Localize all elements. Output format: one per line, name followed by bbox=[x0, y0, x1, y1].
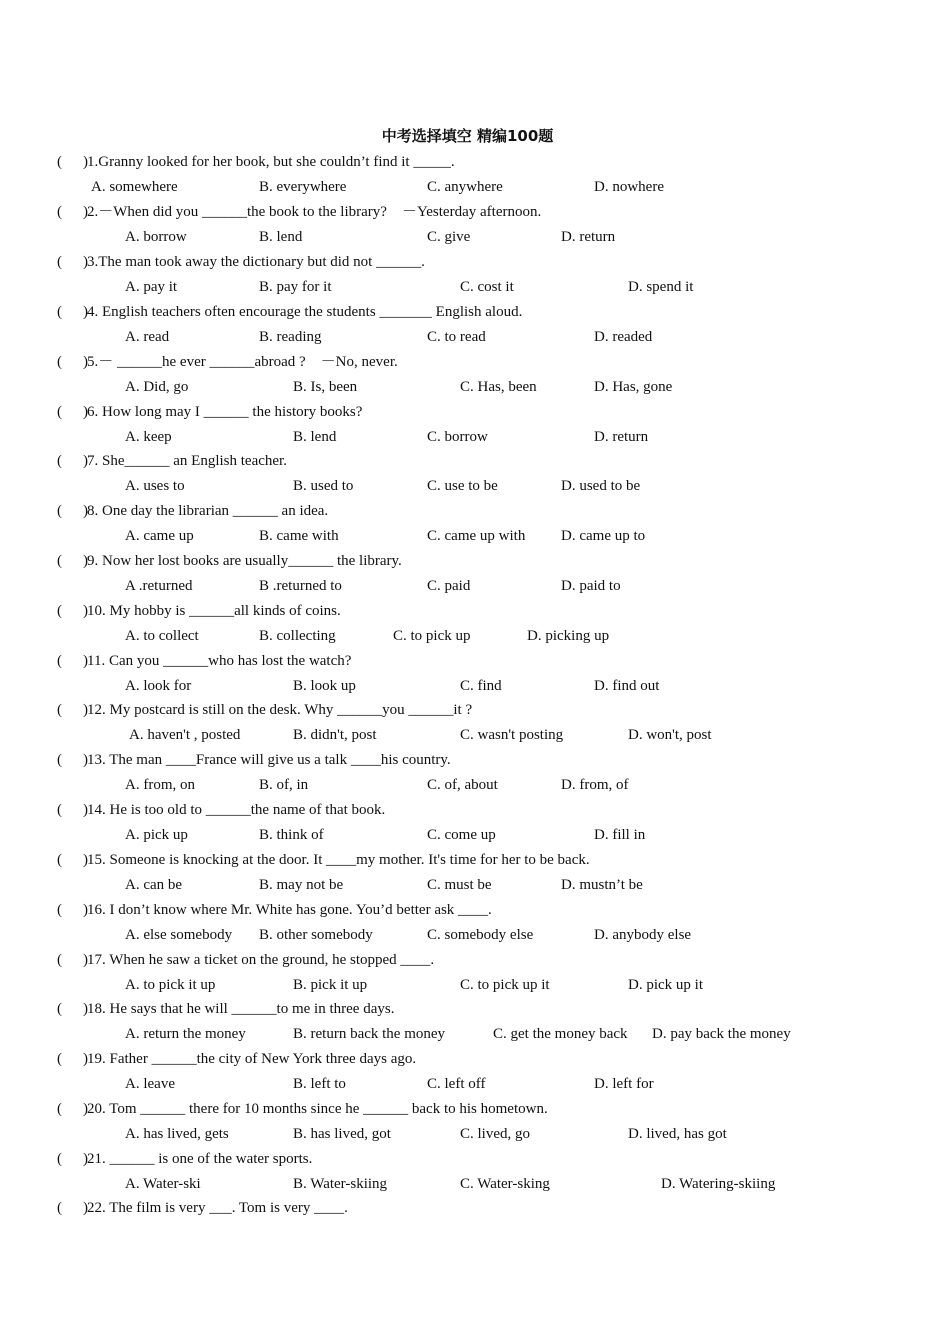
answer-blank-open: ( bbox=[57, 852, 62, 868]
answer-blank-open: ( bbox=[57, 453, 62, 469]
option-d: D. anybody else bbox=[594, 927, 692, 943]
question-number: 16 bbox=[87, 902, 102, 918]
answer-blank-close: ) bbox=[83, 553, 88, 569]
answer-blank-close: ) bbox=[83, 1001, 88, 1017]
question-stem: One day the librarian ______ an idea. bbox=[98, 503, 329, 519]
option-a: A. pick up bbox=[125, 827, 188, 843]
question-text: 3.The man took away the dictionary but did not ______. bbox=[87, 254, 425, 270]
question-number: 15 bbox=[87, 852, 102, 868]
question-text: 7. She______ an English teacher. bbox=[87, 453, 287, 469]
answer-blank-open: ( bbox=[57, 752, 62, 768]
option-a: A. to collect bbox=[125, 628, 199, 644]
answer-blank-close: ) bbox=[83, 1200, 88, 1216]
option-b: B. left to bbox=[293, 1076, 346, 1092]
option-d: D. find out bbox=[594, 678, 660, 694]
option-d: D. came up to bbox=[561, 528, 646, 544]
answer-blank-open: ( bbox=[57, 204, 62, 220]
option-c: C. to pick up it bbox=[460, 977, 550, 993]
question-number: 2 bbox=[87, 204, 95, 220]
option-d: D. mustn’t be bbox=[561, 877, 643, 893]
option-a: A. came up bbox=[125, 528, 194, 544]
question-stem: My hobby is ______all kinds of coins. bbox=[105, 603, 341, 619]
option-c: C. to read bbox=[427, 329, 486, 345]
question-stem: The man ____France will give us a talk ____his country. bbox=[105, 752, 451, 768]
option-b: B. reading bbox=[259, 329, 322, 345]
question-number: 6 bbox=[87, 404, 95, 420]
option-a: A. return the money bbox=[125, 1026, 246, 1042]
answer-blank-open: ( bbox=[57, 154, 62, 170]
option-b: B. Water-skiing bbox=[293, 1176, 388, 1192]
question-number: 13 bbox=[87, 752, 102, 768]
question-text: 20. Tom ______ there for 10 months since he ______ back to his hometown. bbox=[87, 1101, 548, 1117]
answer-blank-open: ( bbox=[57, 404, 62, 420]
question-stem: She______ an English teacher. bbox=[98, 453, 287, 469]
option-d: D. return bbox=[594, 429, 649, 445]
option-a: A. haven't , posted bbox=[129, 727, 241, 743]
option-b: B. collecting bbox=[259, 628, 336, 644]
question-stem: －When did you ______the book to the library? －Yesterday afternoon. bbox=[98, 204, 542, 220]
question-number: 3 bbox=[87, 254, 95, 270]
question-number: 11 bbox=[87, 653, 102, 669]
option-a: A. keep bbox=[125, 429, 172, 445]
question-number: 9 bbox=[87, 553, 95, 569]
answer-blank-close: ) bbox=[83, 254, 88, 270]
question-text: 22. The film is very ___. Tom is very ____. bbox=[87, 1200, 348, 1216]
option-b: B. look up bbox=[293, 678, 356, 694]
answer-blank-close: ) bbox=[83, 354, 88, 370]
option-d: D. left for bbox=[594, 1076, 654, 1092]
answer-blank-close: ) bbox=[83, 653, 88, 669]
option-b: B. pick it up bbox=[293, 977, 368, 993]
option-c: C. anywhere bbox=[427, 179, 503, 195]
option-c: C. must be bbox=[427, 877, 492, 893]
option-b: B. return back the money bbox=[293, 1026, 446, 1042]
question-text: 4. English teachers often encourage the students _______ English aloud. bbox=[87, 304, 523, 320]
question-stem: － ______he ever ______abroad ? －No, never. bbox=[98, 354, 398, 370]
option-c: C. borrow bbox=[427, 429, 488, 445]
answer-blank-close: ) bbox=[83, 952, 88, 968]
question-stem: Can you ______who has lost the watch? bbox=[105, 653, 352, 669]
answer-blank-open: ( bbox=[57, 902, 62, 918]
option-a: A. somewhere bbox=[91, 179, 178, 195]
question-number: 20 bbox=[87, 1101, 102, 1117]
option-d: D. readed bbox=[594, 329, 653, 345]
option-c: C. cost it bbox=[460, 279, 514, 295]
answer-blank-open: ( bbox=[57, 1001, 62, 1017]
question-stem: ______ is one of the water sports. bbox=[105, 1151, 313, 1167]
question-text: 8. One day the librarian ______ an idea. bbox=[87, 503, 329, 519]
page-title: 中考选择填空 精编100题 bbox=[381, 127, 554, 145]
question-text: 13. The man ____France will give us a talk ____his country. bbox=[87, 752, 451, 768]
question-number: 12 bbox=[87, 702, 102, 718]
question-text: 19. Father ______the city of New York three days ago. bbox=[87, 1051, 417, 1067]
answer-blank-open: ( bbox=[57, 304, 62, 320]
question-text: 18. He says that he will ______to me in three days. bbox=[87, 1001, 395, 1017]
answer-blank-open: ( bbox=[57, 1101, 62, 1117]
question-text: 1.Granny looked for her book, but she couldn’t find it _____. bbox=[87, 154, 455, 170]
option-b: B. everywhere bbox=[259, 179, 347, 195]
answer-blank-open: ( bbox=[57, 952, 62, 968]
question-stem: English teachers often encourage the students _______ English aloud. bbox=[98, 304, 523, 320]
answer-blank-close: ) bbox=[83, 603, 88, 619]
question-number: 14 bbox=[87, 802, 102, 818]
option-b: B. other somebody bbox=[259, 927, 373, 943]
answer-blank-close: ) bbox=[83, 852, 88, 868]
option-d: D. return bbox=[561, 229, 616, 245]
question-text: 9. Now her lost books are usually______ the library. bbox=[87, 553, 402, 569]
question-text: 21. ______ is one of the water sports. bbox=[87, 1151, 313, 1167]
option-d: D. pick up it bbox=[628, 977, 703, 993]
answer-blank-open: ( bbox=[57, 553, 62, 569]
option-a: A. from, on bbox=[125, 777, 195, 793]
answer-blank-open: ( bbox=[57, 354, 62, 370]
option-b: B. pay for it bbox=[259, 279, 332, 295]
option-c: C. lived, go bbox=[460, 1126, 530, 1142]
option-a: A. else somebody bbox=[125, 927, 233, 943]
answer-blank-open: ( bbox=[57, 653, 62, 669]
question-stem: He is too old to ______the name of that book. bbox=[105, 802, 386, 818]
answer-blank-open: ( bbox=[57, 603, 62, 619]
question-number: 17 bbox=[87, 952, 102, 968]
option-c: C. give bbox=[427, 229, 471, 245]
question-text: 14. He is too old to ______the name of that book. bbox=[87, 802, 386, 818]
question-text: 17. When he saw a ticket on the ground, he stopped ____. bbox=[87, 952, 435, 968]
question-text: 6. How long may I ______ the history books? bbox=[87, 404, 363, 420]
option-d: D. from, of bbox=[561, 777, 629, 793]
option-c: C. use to be bbox=[427, 478, 498, 494]
answer-blank-open: ( bbox=[57, 802, 62, 818]
option-c: C. to pick up bbox=[393, 628, 471, 644]
option-d: D. won't, post bbox=[628, 727, 712, 743]
option-c: C. paid bbox=[427, 578, 471, 594]
option-c: C. came up with bbox=[427, 528, 526, 544]
answer-blank-open: ( bbox=[57, 1200, 62, 1216]
question-number: 21 bbox=[87, 1151, 102, 1167]
option-b: B. lend bbox=[293, 429, 337, 445]
question-number: 22 bbox=[87, 1200, 102, 1216]
question-text: 11. Can you ______who has lost the watch? bbox=[87, 653, 352, 669]
option-a: A. pay it bbox=[125, 279, 178, 295]
answer-blank-close: ) bbox=[83, 802, 88, 818]
option-c: C. wasn't posting bbox=[460, 727, 564, 743]
option-a: A. can be bbox=[125, 877, 183, 893]
answer-blank-close: ) bbox=[83, 702, 88, 718]
question-stem: The man took away the dictionary but did not ______. bbox=[98, 254, 425, 270]
question-number: 7 bbox=[87, 453, 95, 469]
option-a: A. uses to bbox=[125, 478, 185, 494]
option-c: C. Has, been bbox=[460, 379, 537, 395]
option-a: A. borrow bbox=[125, 229, 187, 245]
question-number: 19 bbox=[87, 1051, 102, 1067]
question-stem: He says that he will ______to me in three days. bbox=[105, 1001, 395, 1017]
answer-blank-open: ( bbox=[57, 1051, 62, 1067]
answer-blank-close: ) bbox=[83, 154, 88, 170]
question-number: 10 bbox=[87, 603, 102, 619]
option-a: A. look for bbox=[125, 678, 192, 694]
option-b: B. of, in bbox=[259, 777, 309, 793]
answer-blank-close: ) bbox=[83, 304, 88, 320]
answer-blank-open: ( bbox=[57, 1151, 62, 1167]
answer-blank-open: ( bbox=[57, 702, 62, 718]
option-d: D. picking up bbox=[527, 628, 610, 644]
option-a: A. to pick it up bbox=[125, 977, 216, 993]
question-stem: Father ______the city of New York three days ago. bbox=[105, 1051, 417, 1067]
option-b: B. didn't, post bbox=[293, 727, 377, 743]
option-d: D. paid to bbox=[561, 578, 621, 594]
option-c: C. Water-sking bbox=[460, 1176, 550, 1192]
question-stem: Granny looked for her book, but she couldn’t find it _____. bbox=[98, 154, 455, 170]
option-c: C. get the money back bbox=[493, 1026, 628, 1042]
option-d: D. Watering-skiing bbox=[661, 1176, 776, 1192]
option-a: A. has lived, gets bbox=[125, 1126, 229, 1142]
option-c: C. left off bbox=[427, 1076, 486, 1092]
answer-blank-close: ) bbox=[83, 1151, 88, 1167]
question-text: 2.－When did you ______the book to the library? －Yesterday afternoon. bbox=[87, 204, 542, 220]
question-stem: When he saw a ticket on the ground, he stopped ____. bbox=[105, 952, 435, 968]
option-d: D. pay back the money bbox=[652, 1026, 791, 1042]
answer-blank-close: ) bbox=[83, 752, 88, 768]
question-stem: My postcard is still on the desk. Why ______you ______it ? bbox=[105, 702, 473, 718]
option-a: A. leave bbox=[125, 1076, 175, 1092]
question-number: 4 bbox=[87, 304, 95, 320]
option-b: B. think of bbox=[259, 827, 324, 843]
question-stem: I don’t know where Mr. White has gone. You’d better ask ____. bbox=[105, 902, 492, 918]
option-b: B. may not be bbox=[259, 877, 344, 893]
question-stem: How long may I ______ the history books? bbox=[98, 404, 363, 420]
option-b: B .returned to bbox=[259, 578, 342, 594]
question-text: 15. Someone is knocking at the door. It ____my mother. It's time for her to be back. bbox=[87, 852, 590, 868]
option-d: D. used to be bbox=[561, 478, 641, 494]
question-stem: Now her lost books are usually______ the library. bbox=[98, 553, 402, 569]
question-text: 10. My hobby is ______all kinds of coins. bbox=[87, 603, 341, 619]
option-c: C. somebody else bbox=[427, 927, 534, 943]
option-d: D. fill in bbox=[594, 827, 646, 843]
option-b: B. has lived, got bbox=[293, 1126, 391, 1142]
answer-blank-close: ) bbox=[83, 404, 88, 420]
option-a: A .returned bbox=[125, 578, 193, 594]
option-a: A. Did, go bbox=[125, 379, 189, 395]
question-text: 12. My postcard is still on the desk. Why ______you ______it ? bbox=[87, 702, 473, 718]
question-number: 5 bbox=[87, 354, 95, 370]
option-c: C. of, about bbox=[427, 777, 498, 793]
answer-blank-open: ( bbox=[57, 503, 62, 519]
answer-blank-close: ) bbox=[83, 1051, 88, 1067]
question-number: 8 bbox=[87, 503, 95, 519]
answer-blank-open: ( bbox=[57, 254, 62, 270]
option-c: C. come up bbox=[427, 827, 496, 843]
question-stem: Tom ______ there for 10 months since he ______ back to his hometown. bbox=[105, 1101, 548, 1117]
answer-blank-close: ) bbox=[83, 902, 88, 918]
option-b: B. came with bbox=[259, 528, 339, 544]
question-text: 5.－ ______he ever ______abroad ? －No, never. bbox=[87, 354, 398, 370]
answer-blank-close: ) bbox=[83, 453, 88, 469]
option-d: D. nowhere bbox=[594, 179, 664, 195]
question-stem: The film is very ___. Tom is very ____. bbox=[105, 1200, 348, 1216]
option-a: A. Water-ski bbox=[125, 1176, 201, 1192]
option-a: A. read bbox=[125, 329, 170, 345]
option-b: B. Is, been bbox=[293, 379, 358, 395]
option-b: B. used to bbox=[293, 478, 354, 494]
option-c: C. find bbox=[460, 678, 502, 694]
option-d: D. Has, gone bbox=[594, 379, 673, 395]
question-number: 18 bbox=[87, 1001, 102, 1017]
option-d: D. spend it bbox=[628, 279, 694, 295]
answer-blank-close: ) bbox=[83, 204, 88, 220]
answer-blank-close: ) bbox=[83, 1101, 88, 1117]
question-number: 1 bbox=[87, 154, 95, 170]
option-d: D. lived, has got bbox=[628, 1126, 727, 1142]
question-text: 16. I don’t know where Mr. White has gone. You’d better ask ____. bbox=[87, 902, 492, 918]
question-stem: Someone is knocking at the door. It ____my mother. It's time for her to be back. bbox=[105, 852, 590, 868]
answer-blank-close: ) bbox=[83, 503, 88, 519]
option-b: B. lend bbox=[259, 229, 303, 245]
